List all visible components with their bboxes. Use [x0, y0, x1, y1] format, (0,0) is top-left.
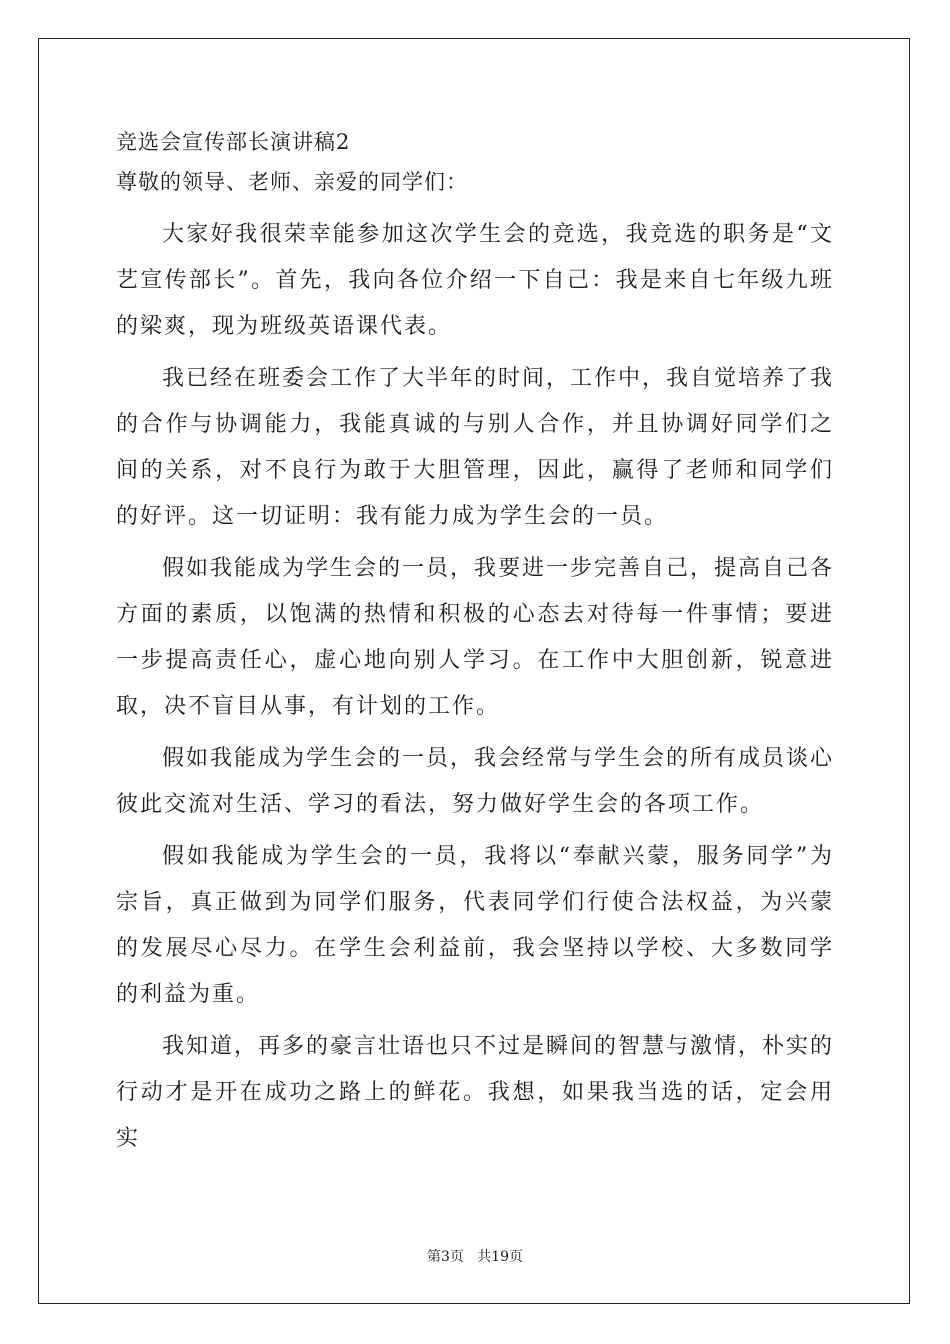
paragraph: 假如我能成为学生会的一员，我要进一步完善自己，提高自己各方面的素质，以饱满的热情和积极的心态去对待每一件事情；要进一步提高责任心，虚心地向别人学习。在工作中大胆创新，锐意进取，决不盲目从事，有计划的工作。: [116, 556, 835, 719]
paragraph: 我已经在班委会工作了大半年的时间，工作中，我自觉培养了我的合作与协调能力，我能真诚的与别人合作，并且协调好同学们之间的关系，对不良行为敢于大胆管理，因此，赢得了老师和同学们的好评。这一切证明：我有能力成为学生会的一员。: [116, 366, 835, 529]
page-number: 第3页 共19页: [426, 1249, 524, 1265]
greeting-line: 尊敬的领导、老师、亲爱的同学们：: [116, 170, 468, 194]
paragraph: 假如我能成为学生会的一员，我会经常与学生会的所有成员谈心彼此交流对生活、学习的看法，努力做好学生会的各项工作。: [116, 746, 835, 817]
document-title: 竞选会宣传部长演讲稿2: [116, 130, 351, 154]
paragraph: 假如我能成为学生会的一员，我将以“奉献兴蒙，服务同学”为宗旨，真正做到为同学们服务，代表同学们行使合法权益，为兴蒙的发展尽心尽力。在学生会利益前，我会坚持以学校、大多数同学的利益为重。: [116, 844, 834, 1007]
paragraph: 我知道，再多的豪言壮语也只不过是瞬间的智慧与激情，朴实的行动才是开在成功之路上的鲜花。我想，如果我当选的话，定会用实: [116, 1034, 835, 1151]
paragraph: 大家好我很荣幸能参加这次学生会的竞选，我竞选的职务是“文艺宣传部长”。首先，我向各位介绍一下自己：我是来自七年级九班的梁爽，现为班级英语课代表。: [116, 222, 834, 339]
document-body: [116, 128, 834, 1168]
